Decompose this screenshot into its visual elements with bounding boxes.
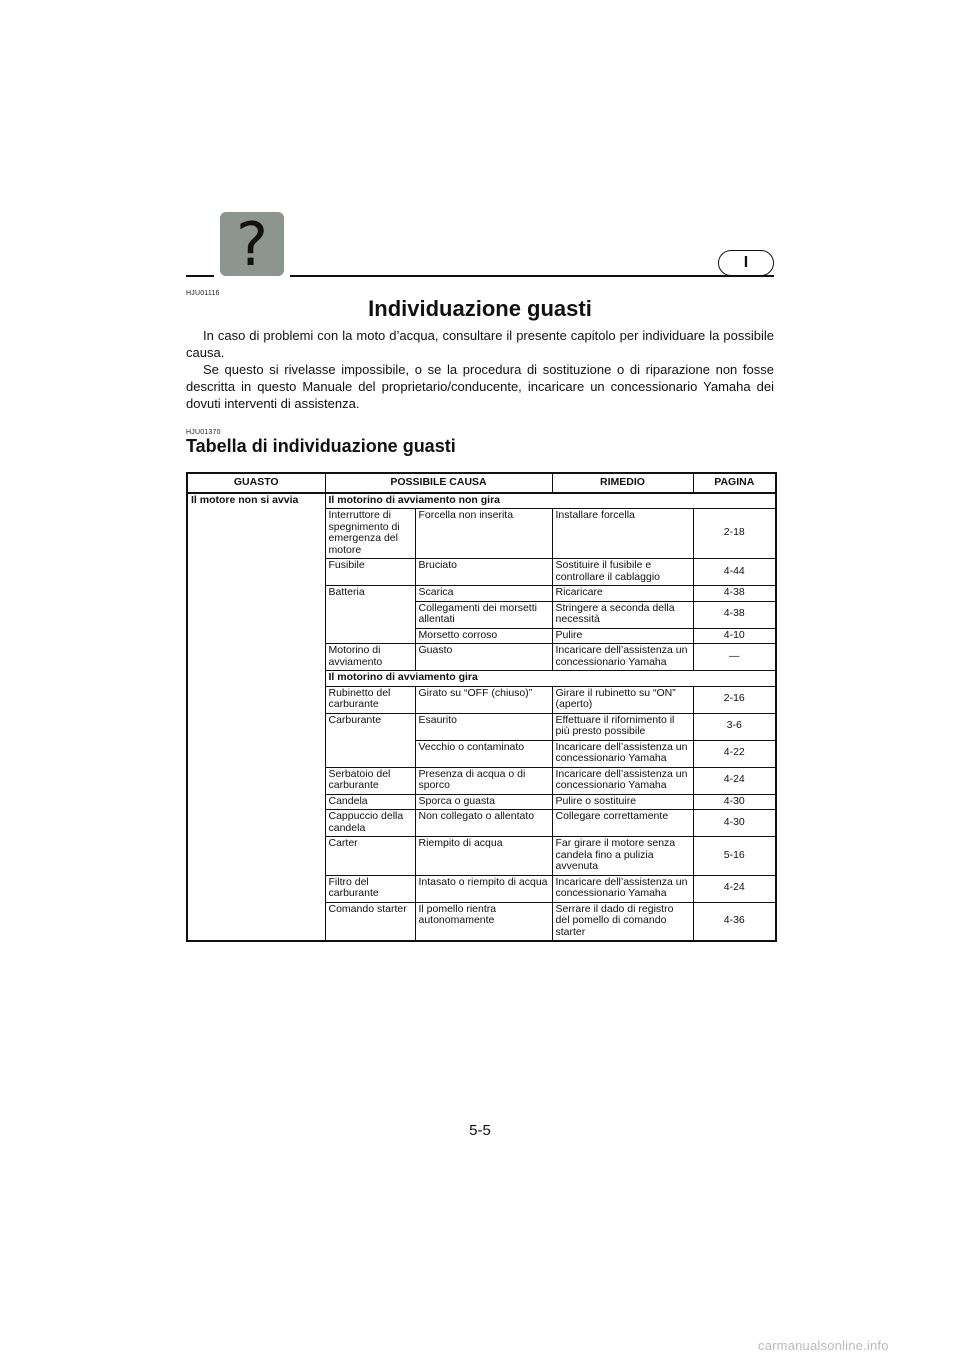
remedy-cell: Collegare correttamente bbox=[552, 810, 693, 837]
header-rule-right bbox=[290, 275, 774, 277]
component-cell: Candela bbox=[325, 794, 415, 810]
component-cell: Cappuccio della candela bbox=[325, 810, 415, 837]
group-title-1: Il motorino di avviamento non gira bbox=[325, 493, 776, 509]
troubleshooting-table bbox=[186, 472, 777, 942]
header-rule-left bbox=[186, 275, 214, 277]
page-title: Individuazione guasti bbox=[368, 296, 592, 321]
page-cell: 4-30 bbox=[693, 810, 776, 837]
header-pagina: PAGINA bbox=[693, 473, 776, 493]
fault-cell: Il motore non si avvia bbox=[187, 493, 325, 942]
cause-cell: Sporca o guasta bbox=[415, 794, 552, 810]
cause-cell: Bruciato bbox=[415, 559, 552, 586]
remedy-cell: Incaricare dell’assistenza un concessionario Yamaha bbox=[552, 740, 693, 767]
header-rimedio: RIMEDIO bbox=[552, 473, 693, 493]
component-cell: Batteria bbox=[325, 586, 415, 644]
remedy-cell: Incaricare dell’assistenza un concessionario Yamaha bbox=[552, 767, 693, 794]
page-cell: 4-36 bbox=[693, 902, 776, 941]
remedy-cell: Girare il rubinetto su “ON” (aperto) bbox=[552, 686, 693, 713]
subsection-code: HJU01370 bbox=[186, 429, 221, 436]
component-cell: Carburante bbox=[325, 713, 415, 767]
remedy-cell: Effettuare il rifornimento il più presto possibile bbox=[552, 713, 693, 740]
cause-cell: Non collegato o allentato bbox=[415, 810, 552, 837]
page-cell: 4-38 bbox=[693, 601, 776, 628]
subsection-title: Tabella di individuazione guasti bbox=[186, 436, 456, 456]
cause-cell: Collegamenti dei morsetti allentati bbox=[415, 601, 552, 628]
remedy-cell: Far girare il motore senza candela fino a pulizia avvenuta bbox=[552, 837, 693, 876]
cause-cell: Vecchio o contaminato bbox=[415, 740, 552, 767]
remedy-cell: Incaricare dell’assistenza un concessionario Yamaha bbox=[552, 875, 693, 902]
intro-paragraph-2: Se questo si rivelasse impossibile, o se la procedura di sostituzione o di riparazione non fosse descritta in questo Manuale del proprietario/conducente, incaricare un concessionario Yamaha dei dovuti interventi di assistenza. bbox=[186, 362, 774, 411]
remedy-cell: Ricaricare bbox=[552, 586, 693, 602]
component-cell: Fusibile bbox=[325, 559, 415, 586]
header-possibile-causa: POSSIBILE CAUSA bbox=[325, 473, 552, 493]
cause-cell: Girato su “OFF (chiuso)” bbox=[415, 686, 552, 713]
remedy-cell: Incaricare dell’assistenza un concessionario Yamaha bbox=[552, 644, 693, 671]
cause-cell: Riempito di acqua bbox=[415, 837, 552, 876]
remedy-cell: Pulire o sostituire bbox=[552, 794, 693, 810]
header-guasto: GUASTO bbox=[187, 473, 325, 493]
cause-cell: Intasato o riempito di acqua bbox=[415, 875, 552, 902]
component-cell: Carter bbox=[325, 837, 415, 876]
remedy-cell: Sostituire il fusibile e controllare il cablaggio bbox=[552, 559, 693, 586]
page-cell: 4-22 bbox=[693, 740, 776, 767]
page-cell: 4-24 bbox=[693, 875, 776, 902]
cause-cell: Morsetto corroso bbox=[415, 628, 552, 644]
cause-cell: Il pomello rientra autonomamente bbox=[415, 902, 552, 941]
section-code: HJU01116 bbox=[186, 290, 220, 297]
component-cell: Comando starter bbox=[325, 902, 415, 941]
question-mark-glyph: ? bbox=[236, 210, 268, 280]
group-title-2: Il motorino di avviamento gira bbox=[325, 671, 776, 687]
remedy-cell: Installare forcella bbox=[552, 509, 693, 559]
page-cell: 4-38 bbox=[693, 586, 776, 602]
table-row bbox=[187, 493, 776, 509]
page-cell: 2-16 bbox=[693, 686, 776, 713]
cause-cell: Presenza di acqua o di sporco bbox=[415, 767, 552, 794]
cause-cell: Scarica bbox=[415, 586, 552, 602]
remedy-cell: Serrare il dado di registro del pomello di comando starter bbox=[552, 902, 693, 941]
remedy-cell: Pulire bbox=[552, 628, 693, 644]
page-cell: 4-44 bbox=[693, 559, 776, 586]
page-cell: — bbox=[693, 644, 776, 671]
page-cell: 2-18 bbox=[693, 509, 776, 559]
cause-cell: Forcella non inserita bbox=[415, 509, 552, 559]
watermark: carmanualsonline.info bbox=[758, 1338, 889, 1353]
page-cell: 4-30 bbox=[693, 794, 776, 810]
language-badge: I bbox=[718, 250, 774, 276]
table-header-row bbox=[187, 473, 776, 493]
remedy-cell: Stringere a seconda della necessità bbox=[552, 601, 693, 628]
intro-paragraph-1: In caso di problemi con la moto d’acqua, consultare il presente capitolo per individuare la possibile causa. bbox=[186, 328, 774, 360]
question-mark-icon bbox=[220, 210, 284, 280]
component-cell: Motorino di avviamento bbox=[325, 644, 415, 671]
cause-cell: Esaurito bbox=[415, 713, 552, 740]
page-cell: 4-24 bbox=[693, 767, 776, 794]
page-cell: 4-10 bbox=[693, 628, 776, 644]
page-number: 5-5 bbox=[469, 1122, 491, 1139]
cause-cell: Guasto bbox=[415, 644, 552, 671]
component-cell: Rubinetto del carburante bbox=[325, 686, 415, 713]
component-cell: Serbatoio del carburante bbox=[325, 767, 415, 794]
page-cell: 5-16 bbox=[693, 837, 776, 876]
page-cell: 3-6 bbox=[693, 713, 776, 740]
component-cell: Filtro del carburante bbox=[325, 875, 415, 902]
component-cell: Interruttore di spegnimento di emergenza del motore bbox=[325, 509, 415, 559]
